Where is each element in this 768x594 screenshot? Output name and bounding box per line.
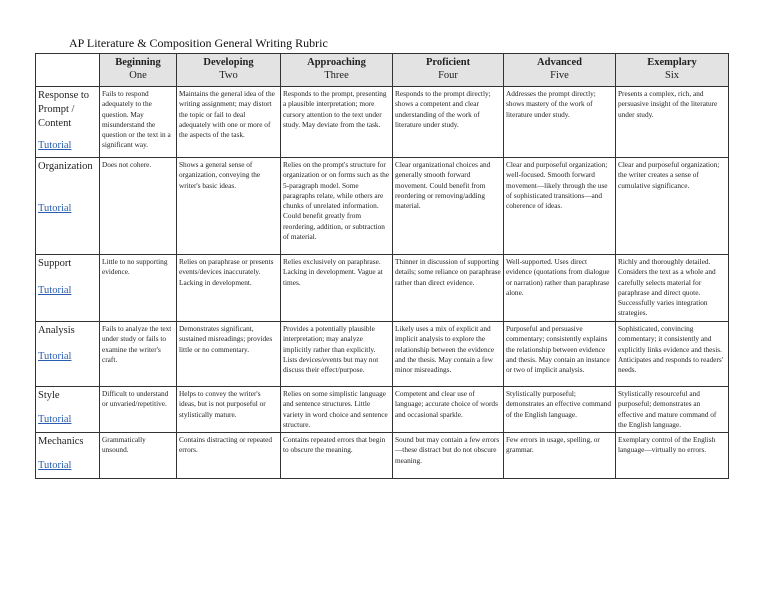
descriptor-cell: Clear and purposeful organization; well-focused. Smooth forward movement—likely through the use of sophisticated transitions—and coherence of ideas.: [504, 158, 616, 255]
level-name: Developing: [203, 57, 254, 68]
level-number: Three: [324, 70, 349, 81]
level-number: One: [129, 70, 147, 81]
descriptor-cell: Clear and purposeful organization; the writer creates a sense of cumulative significance.: [616, 158, 729, 255]
level-header: [393, 54, 504, 87]
descriptor-cell: Relies exclusively on paraphrase. Lacking in development. Vague at times.: [281, 255, 393, 322]
category-cell: [36, 387, 100, 433]
descriptor-cell: Contains repeated errors that begin to obscure the meaning.: [281, 433, 393, 479]
category-cell: [36, 433, 100, 479]
descriptor-cell: Likely uses a mix of explicit and implicit analysis to explore the relationship between the evidence and the thesis. May contain a few minor misreadings.: [393, 322, 504, 387]
descriptor-cell: Richly and thoroughly detailed. Considers the text as a whole and carefully selects material for paraphrase and direct quote. Successfully varies integration strategies.: [616, 255, 729, 322]
tutorial-link[interactable]: Tutorial: [38, 460, 72, 472]
descriptor-cell: Little to no supporting evidence.: [100, 255, 177, 322]
descriptor-cell: Relies on the prompt's structure for organization or on forms such as the 5-paragraph model. Some paragraphs relate, while others are chunks of unrelated information. Could benefit greatly from reordering, addition, or subtraction of material.: [281, 158, 393, 255]
level-header: [177, 54, 281, 87]
rubric-row-organization: [36, 158, 729, 255]
descriptor-cell: Helps to convey the writer's ideas, but is not purposeful or stylistically mature.: [177, 387, 281, 433]
tutorial-link[interactable]: Tutorial: [38, 203, 72, 214]
category-cell: [36, 87, 100, 158]
level-header: [616, 54, 729, 87]
rubric-row-response: [36, 87, 729, 158]
level-name: Exemplary: [647, 57, 697, 68]
category-label: Support: [38, 258, 72, 269]
level-number: Two: [219, 70, 238, 81]
descriptor-cell: Fails to respond adequately to the question. May misunderstand the question or the text in a significant way.: [100, 87, 177, 158]
level-number: Four: [438, 70, 458, 81]
descriptor-cell: Maintains the general idea of the writing assignment; may distort the topic or fail to deal adequately with one or more of the aspects of the task.: [177, 87, 281, 158]
header-row: [36, 54, 729, 87]
descriptor-cell: Presents a complex, rich, and persuasive insight of the literature under study.: [616, 87, 729, 158]
level-header: [504, 54, 616, 87]
level-name: Proficient: [425, 57, 471, 68]
descriptor-cell: Contains distracting or repeated errors.: [177, 433, 281, 479]
descriptor-cell: Grammatically unsound.: [100, 433, 177, 479]
category-cell: [36, 322, 100, 387]
tutorial-link[interactable]: Tutorial: [38, 285, 72, 296]
category-label: Response to Prompt / Content: [38, 90, 90, 129]
category-label: Style: [38, 390, 60, 401]
category-cell: [36, 158, 100, 255]
category-label: Analysis: [38, 325, 75, 336]
rubric-table: [35, 53, 729, 479]
descriptor-cell: Responds to the prompt directly; shows a competent and clear understanding of the work of literature under study.: [393, 87, 504, 158]
level-name: Approaching: [307, 57, 366, 68]
level-number: Five: [550, 70, 569, 81]
tutorial-link[interactable]: Tutorial: [38, 351, 72, 362]
tutorial-link[interactable]: Tutorial: [38, 140, 72, 151]
descriptor-cell: Addresses the prompt directly; shows mastery of the work of literature under study.: [504, 87, 616, 158]
descriptor-cell: Relies on paraphrase or presents events/devices inaccurately. Lacking in development.: [177, 255, 281, 322]
level-header: [100, 54, 177, 87]
descriptor-cell: Stylistically purposeful; demonstrates an effective command of the English language.: [504, 387, 616, 433]
descriptor-cell: Sophisticated, convincing commentary; it consistently and explicitly links evidence and thesis. Anticipates and responds to readers' needs.: [616, 322, 729, 387]
descriptor-cell: Shows a general sense of organization, conveying the writer's basic ideas.: [177, 158, 281, 255]
descriptor-cell: Sound but may contain a few errors—these distract but do not obscure meaning.: [393, 433, 504, 479]
category-label: Organization: [38, 161, 93, 172]
descriptor-cell: Thinner in discussion of supporting details; some reliance on paraphrase rather than direct evidence.: [393, 255, 504, 322]
descriptor-cell: Purposeful and persuasive commentary; consistently explains the relationship between evidence and thesis. May contain an instance or two of implicit analysis.: [504, 322, 616, 387]
rubric-row-style: [36, 387, 729, 433]
rubric-row-mechanics: [36, 433, 729, 479]
level-name: Beginning: [115, 57, 161, 68]
rubric-title: AP Literature & Composition General Writing Rubric: [69, 36, 328, 50]
descriptor-cell: Clear organizational choices and generally smooth forward movement. Could benefit from reordering or removing/adding material.: [393, 158, 504, 255]
tutorial-link[interactable]: Tutorial: [38, 414, 72, 425]
level-name: Advanced: [537, 57, 582, 68]
descriptor-cell: Provides a potentially plausible interpretation; may analyze implicitly rather than explicitly. Lists devices/events but may not discuss their effect/purpose.: [281, 322, 393, 387]
descriptor-cell: Responds to the prompt, presenting a plausible interpretation; more cursory attention to the text under study. May deviate from the task.: [281, 87, 393, 158]
descriptor-cell: Fails to analyze the text under study or fails to examine the writer's craft.: [100, 322, 177, 387]
descriptor-cell: Does not cohere.: [100, 158, 177, 255]
level-header: [281, 54, 393, 87]
rubric-row-support: [36, 255, 729, 322]
category-cell: [36, 255, 100, 322]
descriptor-cell: Stylistically resourceful and purposeful; demonstrates an effective and mature command of the English language.: [616, 387, 729, 433]
level-number: Six: [664, 70, 679, 81]
descriptor-cell: Difficult to understand or unvaried/repetitive.: [100, 387, 177, 433]
rubric-row-analysis: [36, 322, 729, 387]
category-label: Mechanics: [38, 436, 84, 448]
descriptor-cell: Relies on some simplistic language and sentence structures. Little variety in word choice and sentence structure.: [281, 387, 393, 433]
descriptor-cell: Competent and clear use of language; accurate choice of words and occasional sparkle.: [393, 387, 504, 433]
descriptor-cell: Demonstrates significant, sustained misreadings; provides little or no commentary.: [177, 322, 281, 387]
descriptor-cell: Well-supported. Uses direct evidence (quotations from dialogue or narration) rather than paraphrase alone.: [504, 255, 616, 322]
corner-cell: [36, 54, 100, 87]
descriptor-cell: Exemplary control of the English language—virtually no errors.: [616, 433, 729, 479]
descriptor-cell: Few errors in usage, spelling, or grammar.: [504, 433, 616, 479]
